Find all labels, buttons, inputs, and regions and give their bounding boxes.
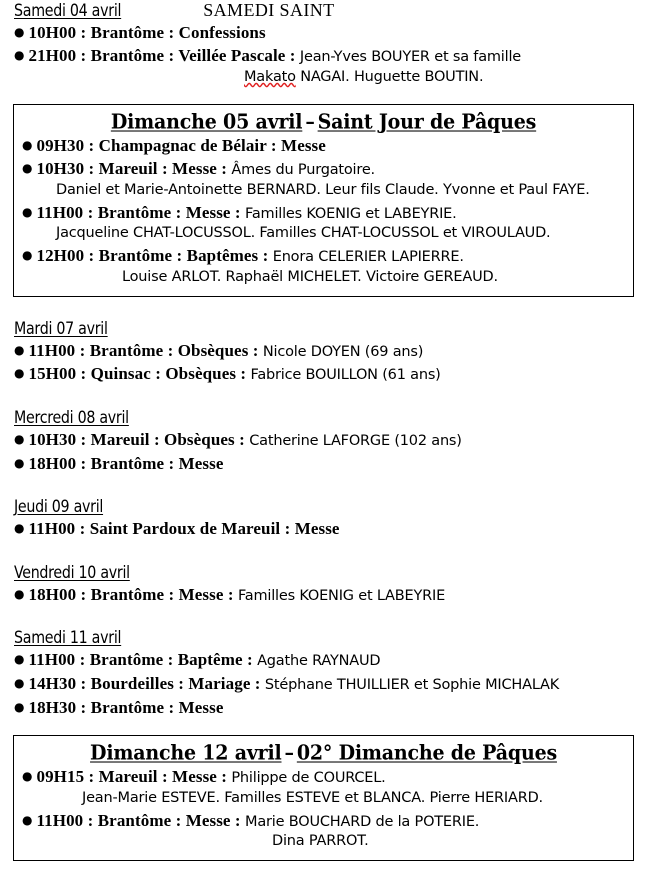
day-heading-date: Samedi 04 avril xyxy=(14,1,122,21)
event-intention: Âmes du Purgatoire. xyxy=(231,162,375,179)
event-line xyxy=(14,583,650,607)
event-line xyxy=(22,201,625,225)
event-line xyxy=(14,648,650,672)
spacer xyxy=(0,606,650,628)
event-struct: 18H00 : Brantôme : Messe : xyxy=(28,584,238,604)
bullet-icon: ● xyxy=(22,769,33,784)
day-heading-row xyxy=(14,0,650,21)
spacer xyxy=(0,719,650,735)
feast-heading-name: 02° Dimanche de Pâques xyxy=(296,741,557,765)
day-heading-date: Jeudi 09 avril xyxy=(14,497,104,518)
continuation-line: Jean-Marie ESTEVE. Familles ESTEVE et BLANCA. Pierre HERIARD. xyxy=(82,789,543,806)
event-intention: Enora CELERIER LAPIERRE. xyxy=(272,249,464,266)
bullet-icon: ● xyxy=(14,699,25,714)
bullet-icon: ● xyxy=(14,366,25,381)
event-struct: 09H30 : Champagnac de Bélair : Messe xyxy=(36,135,326,155)
event-intention: Jean-Yves BOUYER et sa famille xyxy=(299,49,522,66)
event-line xyxy=(14,44,650,68)
event-line xyxy=(14,21,650,44)
event-struct: 12H00 : Brantôme : Baptêmes : xyxy=(36,246,273,266)
spellcheck-flagged-word: Makato xyxy=(244,69,296,86)
day-section-mardi-07 xyxy=(0,319,650,386)
event-struct: 10H00 : Brantôme : Confessions xyxy=(28,23,266,42)
event-line xyxy=(14,339,650,363)
day-section-dimanche-12 xyxy=(13,735,634,861)
event-intention: Fabrice BOUILLON (61 ans) xyxy=(250,367,441,384)
day-section-dimanche-05 xyxy=(13,104,634,297)
event-line xyxy=(14,428,650,452)
event-intention: Agathe RAYNAUD xyxy=(257,653,381,670)
feast-heading-date: Dimanche 12 avril xyxy=(90,741,282,765)
bullet-icon: ● xyxy=(14,25,25,39)
spacer xyxy=(0,475,650,497)
bullet-icon: ● xyxy=(14,521,25,536)
spacer xyxy=(0,297,650,319)
day-heading-date: Samedi 11 avril xyxy=(14,628,122,649)
spacer xyxy=(0,386,650,408)
event-struct: 21H00 : Brantôme : Veillée Pascale : xyxy=(28,46,300,66)
event-struct: 10H30 : Mareuil : Messe : xyxy=(36,159,232,179)
event-intention: Marie BOUCHARD de la POTERIE. xyxy=(245,813,480,830)
feast-heading-dash: – xyxy=(284,742,294,765)
day-section-jeudi-09 xyxy=(0,497,650,540)
event-struct: 18H30 : Brantôme : Messe xyxy=(28,697,224,717)
event-intention: Familles KOENIG et LABEYRIE. xyxy=(245,205,457,222)
bullet-icon: ● xyxy=(14,455,25,470)
event-line xyxy=(22,765,625,789)
feast-heading xyxy=(22,111,625,133)
day-section-vendredi-10 xyxy=(0,563,650,607)
event-line xyxy=(14,696,650,719)
event-line xyxy=(14,517,650,540)
event-intention: Familles KOENIG et LABEYRIE xyxy=(237,587,446,604)
feast-heading-dash: – xyxy=(305,110,315,133)
day-heading-date: Mardi 07 avril xyxy=(14,318,108,339)
event-struct: 11H00 : Saint Pardoux de Mareuil : Messe xyxy=(28,519,340,539)
bullet-icon: ● xyxy=(22,204,33,219)
event-struct: 09H15 : Mareuil : Messe : xyxy=(36,767,232,787)
event-line xyxy=(22,134,625,157)
spacer xyxy=(0,541,650,563)
bullet-icon: ● xyxy=(22,812,33,827)
day-heading-subtitle: SAMEDI SAINT xyxy=(203,0,335,20)
event-struct: 11H00 : Brantôme : Baptême : xyxy=(28,650,258,670)
day-heading-date: Mercredi 08 avril xyxy=(14,408,129,429)
bullet-icon: ● xyxy=(14,342,25,357)
continuation-line: Jacqueline CHAT-LOCUSSOL. Familles CHAT-LOCUSSOL et VIROULAUD. xyxy=(56,225,551,242)
event-struct: 11H00 : Brantôme : Messe : xyxy=(36,202,246,222)
event-intention: Catherine LAFORGE (102 ans) xyxy=(249,433,462,450)
event-struct: 11H00 : Brantôme : Obsèques : xyxy=(28,340,263,360)
day-section-samedi-04 xyxy=(0,0,650,88)
event-intention: NAGAI. Huguette BOUTIN. xyxy=(295,69,484,86)
bullet-icon: ● xyxy=(22,161,33,176)
event-struct: 15H00 : Quinsac : Obsèques : xyxy=(28,364,251,384)
event-struct: 14H30 : Bourdeilles : Mariage : xyxy=(28,674,265,694)
continuation-line: Louise ARLOT. Raphaël MICHELET. Victoire GEREAUD. xyxy=(122,268,498,285)
day-heading-date: Vendredi 10 avril xyxy=(14,562,130,583)
continuation-line: Dina PARROT. xyxy=(272,833,369,850)
day-heading-row xyxy=(14,497,650,517)
event-intention: Nicole DOYEN (69 ans) xyxy=(262,343,424,360)
event-line xyxy=(22,157,625,181)
day-heading-row xyxy=(14,563,650,583)
continuation-line xyxy=(14,68,650,88)
event-struct: 11H00 : Brantôme : Messe : xyxy=(36,810,246,830)
feast-heading xyxy=(22,742,625,764)
bullet-icon: ● xyxy=(14,652,25,667)
feast-heading-name: Saint Jour de Pâques xyxy=(317,110,537,134)
event-intention: Philippe de COURCEL. xyxy=(231,770,386,787)
event-line xyxy=(14,362,650,386)
feast-heading-date: Dimanche 05 avril xyxy=(110,110,303,134)
day-section-mercredi-08 xyxy=(0,408,650,475)
event-line xyxy=(14,452,650,475)
event-intention: Stéphane THUILLIER et Sophie MICHALAK xyxy=(264,677,560,694)
continuation-line: Daniel et Marie-Antoinette BERNARD. Leur fils Claude. Yvonne et Paul FAYE. xyxy=(56,182,590,199)
bullet-icon: ● xyxy=(14,48,25,63)
bullet-icon: ● xyxy=(22,137,33,152)
day-section-samedi-11 xyxy=(0,628,650,719)
day-heading-row xyxy=(14,628,650,648)
bullet-icon: ● xyxy=(14,586,25,601)
event-line xyxy=(22,244,625,268)
day-heading-row xyxy=(14,319,650,339)
bullet-icon: ● xyxy=(22,248,33,263)
event-line xyxy=(14,672,650,696)
event-line xyxy=(22,809,625,833)
bullet-icon: ● xyxy=(14,432,25,447)
bullet-icon: ● xyxy=(14,676,25,691)
event-struct: 18H00 : Brantôme : Messe xyxy=(28,453,224,473)
spacer xyxy=(0,88,650,104)
day-heading-row xyxy=(14,408,650,428)
event-struct: 10H30 : Mareuil : Obsèques : xyxy=(28,430,250,450)
